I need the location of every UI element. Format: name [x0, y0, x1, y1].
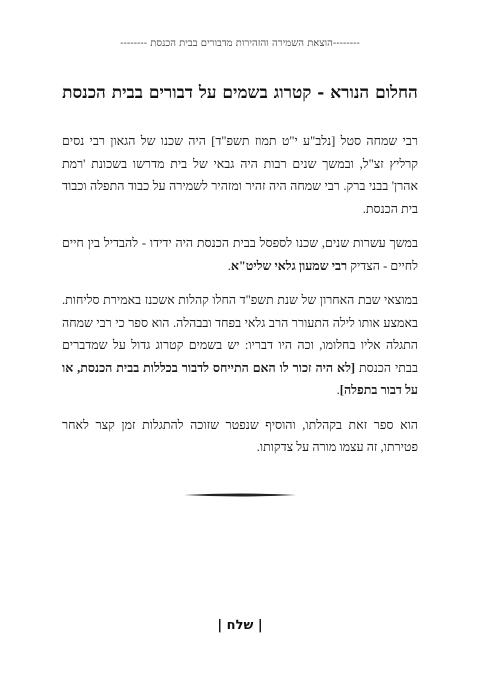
- paragraph-4: הוא ספר זאת בקהלתו, והוסיף שנפטר שזוכה להתגלות זמן קצר לאחר פטירתו, זה עצמו מורה על צדקותו.: [62, 417, 418, 454]
- paragraph-3: [62, 289, 418, 402]
- bracketed-remark: [לא היה זכור לו האם התייחס לדבור בכללות בבית הכנסת, או על דבור בתפלה]: [62, 360, 418, 397]
- running-header: --------הוצאת השמירה והזהירות מדבורים בבית הכנסת --------: [120, 38, 360, 49]
- article-body: [62, 130, 418, 471]
- article-title: החלום הנורא - קטרוג בשמים על דבורים בבית הכנסת: [62, 83, 418, 103]
- paragraph-1: רבי שמחה סטל [נלב"ע י"ט תמוז תשפ"ד] היה שכנו של הגאון רבי נסים קרליץ זצ"ל, ובמשך שנים רבות היה גבאי של בית מדרשו בשכונת 'רמת אהרן' בבני ברק. רבי שמחה היה זהיר ומזהיר לשמירה על כבוד התפלה וכבוד בית הכנסת.: [62, 134, 418, 216]
- paragraph-3-text: במוצאי שבת האחרון של שנת תשפ"ד החלו קהלות אשכנז באמירת סליחות. באמצע אותו לילה התעורר הרב גלאי בפחד ובבהלה. הוא ספר כי רבי שמחה התגלה אליו בחלומו, וכה היו דבריו: יש בשמים קטרוג גדול על שמדברים בבתי הכנסת: [62, 293, 418, 375]
- page-number: | שלח |: [217, 618, 263, 633]
- paragraph-3-end: .: [336, 383, 340, 397]
- paragraph-2-end: .: [227, 258, 231, 273]
- ornament-divider: [182, 491, 298, 499]
- paragraph-2: [62, 232, 418, 277]
- tzadik-name: רבי שמעון גלאי שליט"א: [230, 258, 348, 273]
- paragraph-2-text: במשך עשרות שנים, שכנו לספסל בבית הכנסת היה ידידו - להבדיל בין חיים לחיים - הצדיק: [62, 236, 418, 273]
